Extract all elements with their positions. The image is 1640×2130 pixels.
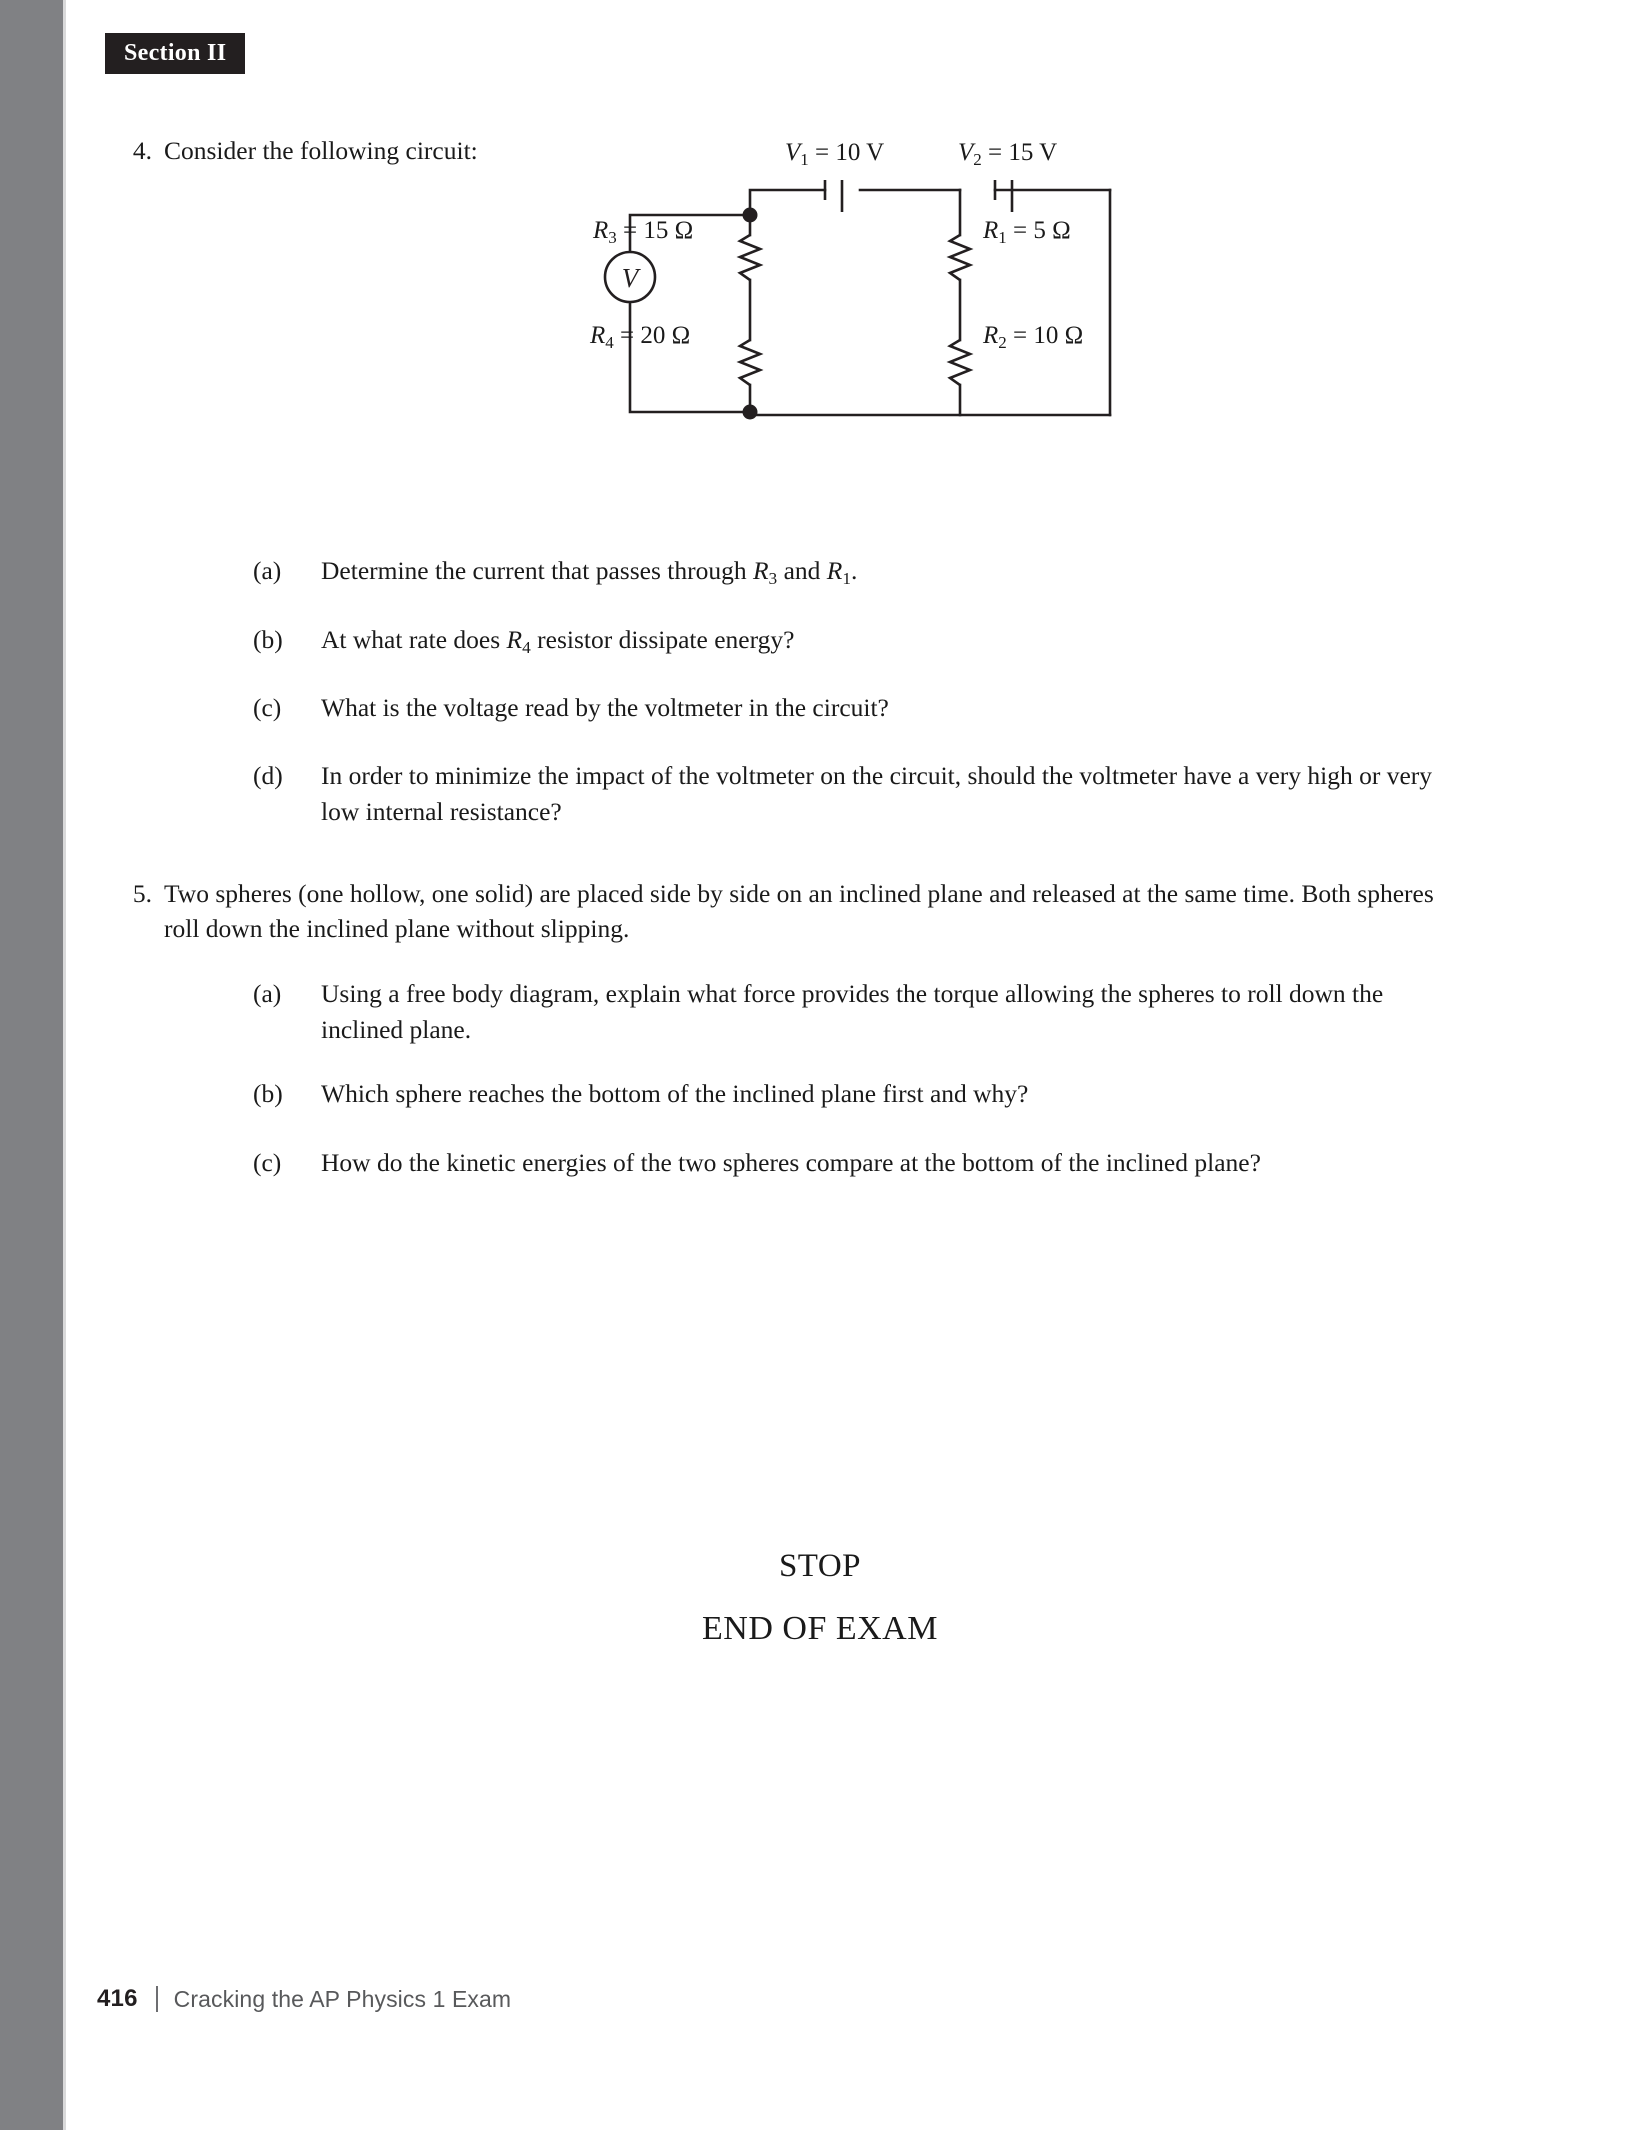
question-5-stem: Two spheres (one hollow, one solid) are placed side by side on an inclined plane and released at the same time. Both spheres roll down the inclined plane without slipping. — [164, 879, 1434, 944]
part-a-pre: Determine the current that passes through — [321, 556, 753, 585]
label-r2-value: = 10 Ω — [1013, 322, 1084, 349]
question-4-part-d — [253, 758, 1448, 829]
label-r2 — [983, 322, 1083, 350]
label-v2-symbol: V — [958, 139, 974, 166]
label-r4-value: = 20 Ω — [620, 322, 691, 349]
question-4-part-c — [253, 690, 1453, 726]
label-r4-subscript: 4 — [605, 332, 614, 352]
part-a-r1-sub: 1 — [842, 568, 852, 588]
question-4-stem: Consider the following circuit: — [164, 136, 478, 165]
node-dot-bottom — [743, 405, 758, 420]
part-text-b — [321, 622, 1453, 658]
footer-divider — [156, 1986, 158, 2012]
stop-notice: STOP — [778, 1548, 862, 1584]
page-spine-band — [0, 0, 63, 2130]
part-a-mid: and — [777, 556, 827, 585]
label-r2-symbol: R — [983, 322, 999, 349]
label-r1-symbol: R — [983, 217, 999, 244]
part-a-post: . — [851, 556, 858, 585]
page-spine-edge — [63, 0, 66, 2130]
label-r3 — [593, 217, 693, 245]
label-v2 — [958, 139, 1057, 167]
label-r3-value: = 15 Ω — [623, 217, 694, 244]
part5-label-a: (a) — [253, 979, 282, 1008]
footer-book-title: Cracking the AP Physics 1 Exam — [173, 1985, 512, 2012]
label-v1 — [785, 139, 884, 167]
question-5 — [130, 876, 1450, 946]
page-footer — [97, 1985, 511, 2013]
node-dot-top — [743, 208, 758, 223]
part-text-c: What is the voltage read by the voltmeter in the circuit? — [321, 693, 889, 722]
part-b-r4-sub: 4 — [522, 637, 531, 657]
question-4-part-b — [253, 622, 1453, 658]
part-label-a: (a) — [253, 556, 282, 585]
label-r1 — [983, 217, 1071, 245]
circuit-diagram — [540, 139, 1160, 445]
label-v1-symbol: V — [785, 139, 801, 166]
end-of-exam-notice: END OF EXAM — [702, 1610, 938, 1647]
part-text-d: In order to minimize the impact of the voltmeter on the circuit, should the voltmeter have a very high or very low internal resistance? — [321, 761, 1433, 826]
label-v1-value: = 10 V — [815, 139, 885, 166]
part-label-d: (d) — [253, 761, 283, 790]
part5-text-b: Which sphere reaches the bottom of the inclined plane first and why? — [321, 1079, 1029, 1108]
label-v1-subscript: 1 — [800, 149, 809, 169]
label-r1-subscript: 1 — [998, 227, 1007, 247]
label-v2-subscript: 2 — [973, 149, 982, 169]
part-b-post: resistor dissipate energy? — [530, 625, 795, 654]
part-a-r3: R — [752, 556, 769, 585]
label-r2-subscript: 2 — [998, 332, 1007, 352]
part-a-r1: R — [826, 556, 843, 585]
footer-page-number: 416 — [97, 1985, 138, 2012]
section-tag: Section II — [105, 33, 245, 74]
part5-text-c: How do the kinetic energies of the two spheres compare at the bottom of the inclined plane? — [321, 1148, 1261, 1177]
label-r3-symbol: R — [593, 217, 609, 244]
part5-label-c: (c) — [253, 1148, 282, 1177]
question-5-part-b — [253, 1076, 1393, 1112]
part5-label-b: (b) — [253, 1079, 283, 1108]
part-b-r4: R — [506, 625, 523, 654]
question-4-part-a — [253, 553, 1453, 589]
question-5-part-c — [253, 1145, 1393, 1181]
question-5-part-a — [253, 976, 1393, 1047]
label-v2-value: = 15 V — [988, 139, 1058, 166]
part-a-r3-sub: 3 — [768, 568, 778, 588]
question-5-number: 5. — [132, 879, 152, 908]
part-label-c: (c) — [253, 693, 282, 722]
question-4-number: 4. — [132, 136, 152, 165]
label-r3-subscript: 3 — [608, 227, 617, 247]
part5-text-a: Using a free body diagram, explain what force provides the torque allowing the spheres to roll down the inclined plane. — [321, 979, 1384, 1044]
label-r4-symbol: R — [590, 322, 606, 349]
label-r4 — [590, 322, 690, 350]
voltmeter-label: V — [621, 263, 639, 293]
label-r1-value: = 5 Ω — [1013, 217, 1071, 244]
part-text-a — [321, 553, 1453, 589]
part-b-pre: At what rate does — [321, 625, 507, 654]
part-label-b: (b) — [253, 625, 283, 654]
